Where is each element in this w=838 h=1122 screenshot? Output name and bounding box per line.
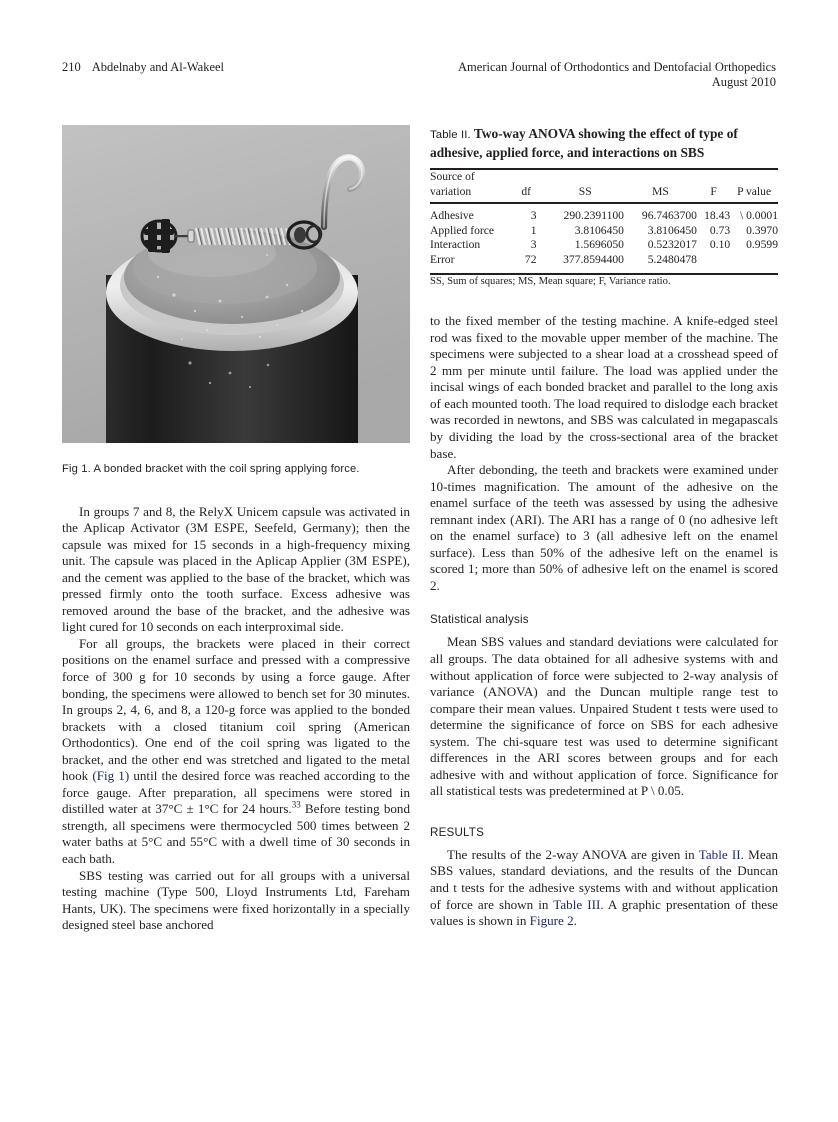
figure-1-image — [62, 125, 410, 443]
running-head-authors: Abdelnaby and Al-Wakeel — [91, 60, 225, 74]
figure-caption-label: Fig 1. — [62, 463, 91, 475]
table-row — [430, 224, 778, 239]
table-foot — [430, 274, 778, 290]
cell-ss: 1.5696050 — [574, 238, 624, 252]
cell-p-value: 0.9599 — [746, 238, 778, 252]
cell-p-value: 0.3970 — [746, 223, 778, 237]
column-header-source-line2: variation — [430, 184, 472, 198]
cell-f: 0.73 — [709, 223, 731, 237]
cell-f — [697, 253, 730, 274]
right-column — [430, 125, 778, 930]
table-caption-text: Two-way ANOVA showing the effect of type of adhesive, applied force, and interactions on SBS — [430, 126, 738, 160]
cell-df: 3 — [530, 209, 537, 223]
para-results-text-4: . — [573, 913, 577, 929]
figure-1-caption — [62, 462, 410, 478]
column-header-df: df — [521, 184, 532, 198]
paragraph-force-application — [62, 636, 410, 868]
xref-table-3[interactable]: Table III — [553, 896, 601, 912]
column-header-source — [430, 169, 506, 203]
page-number: 210 — [62, 60, 81, 74]
table-row — [430, 203, 778, 224]
para-results-text-2: . Mean SBS values, standard deviations, and the results of the Duncan and t tests for the adhesive systems with and without application of force are shown in — [430, 846, 778, 912]
anova-table — [430, 168, 778, 289]
cell-ms: 96.7463700 — [641, 209, 697, 223]
table-footnote-row — [430, 274, 778, 290]
cell-ms: 5.2480478 — [647, 252, 697, 266]
running-head — [62, 60, 776, 90]
paragraph-debonding-ari: After debonding, the teeth and brackets were examined under 10-times magnification. The amount of the adhesive on the enamel surface of the teeth was assessed by using the adhesive remnant index (ARI). The ARI has a range of 0 (no adhesive left on the enamel surface) to 3 (all adhesive left on the enamel surface). Less than 50% of the adhesive left on the enamel is scored 1; more than 50% of adhesive left on the enamel is scored 2. — [430, 462, 778, 593]
column-header-ss: SS — [578, 184, 592, 198]
reference-marker-33: 33 — [291, 799, 301, 810]
cell-f: 0.10 — [709, 238, 731, 252]
paragraph-testing-machine-continued: to the fixed member of the testing machine. A knife-edged steel rod was fixed to the movable upper member of the machine. The specimens were subjected to a shear load at a crosshead speed of 2 mm per minute until failure. The load was applied under the incisal wings of each bonded bracket and parallel to the long axis of each mounted tooth. The load required to dislodge each bracket was recorded in newtons, and SBS was calculated in megapascals by dividing the load by the cross-sectional area of the bracket base. — [430, 313, 778, 461]
column-header-p-value: P value — [737, 184, 772, 198]
journal-title: American Journal of Orthodontics and Dentofacial Orthopedics — [458, 60, 776, 74]
paragraph-sbs-testing: SBS testing was carried out for all groups with a universal testing machine (Type 500, Lloyd Instruments Ltd, Fareham Hants, UK). The specimens were fixed horizontally in a specially designed steel base anchored — [62, 867, 410, 933]
running-head-left — [62, 60, 224, 75]
cell-p-value: \ 0.0001 — [739, 209, 778, 223]
paragraph-results — [430, 847, 778, 930]
cell-source: Adhesive — [430, 209, 474, 223]
table-caption-label: Table II. — [430, 129, 471, 141]
paragraph-relyx-unicem: In groups 7 and 8, the RelyX Unicem capsule was activated in the Aplicap Activator (3M ESPE, Seefeld, Germany); then the capsule was mixed for 15 seconds in a high-frequency mixing unit. The capsule was placed in the Aplicap Applier (3M ESPE), and the cement was applied to the base of the bracket, which was pressed firmly onto the tooth surface. Excess adhesive was removed around the base of the bracket, and the adhesive was light cured for 10 seconds on each interproximal side. — [62, 503, 410, 635]
cell-source: Interaction — [430, 238, 481, 252]
cell-df: 1 — [530, 223, 537, 237]
xref-figure-2[interactable]: Figure 2 — [529, 913, 574, 929]
cell-source: Applied force — [430, 223, 495, 237]
para-force-text-1: For all groups, the brackets were placed in their correct positions on the enamel surface and pressed with a compressive force of 300 g for 10 seconds by using a force gauge. After bonding, the specimens were allowed to bench set for 30 minutes. In groups 2, 4, 6, and 8, a 120-g force was applied to the bonded brackets with a closed titanium coil spring (American Orthodontics). One end of the coil spring was ligated to the bracket, and the other end was stretched and ligated to the metal hook — [62, 635, 410, 784]
cell-df: 3 — [530, 238, 537, 252]
cell-df: 72 — [524, 252, 537, 266]
cell-ms: 3.8106450 — [647, 223, 697, 237]
heading-results: RESULTS — [430, 825, 485, 839]
xref-table-2[interactable]: Table II — [698, 846, 741, 862]
cell-ss: 377.8594400 — [563, 252, 624, 266]
para-force-text-3: Before testing bond strength, all specimens were thermocycled 500 times between 2 water baths at 5°C and 55°C with a dwell time of 30 seconds in each bath. — [62, 801, 411, 866]
issue-date: August 2010 — [711, 75, 776, 89]
column-header-source-line1: Source of — [430, 170, 475, 183]
cell-ss: 3.8106450 — [574, 223, 624, 237]
heading-statistical-analysis: Statistical analysis — [430, 613, 529, 627]
column-header-f: F — [710, 184, 717, 198]
para-results-text-3: . A graphic presentation of these values is shown in — [430, 896, 778, 929]
table-row — [430, 238, 778, 253]
xref-fig-1[interactable]: (Fig 1) — [92, 768, 130, 784]
table-row — [430, 253, 778, 274]
running-head-right — [458, 60, 776, 90]
column-header-ms: MS — [652, 184, 669, 198]
para-results-text-1: The results of the 2-way ANOVA are given in — [447, 846, 699, 862]
table-footnote: SS, Sum of squares; MS, Mean square; F, Variance ratio. — [430, 275, 671, 287]
table-header-row — [430, 169, 778, 203]
cell-ss: 290.2391100 — [563, 209, 624, 223]
cell-ms: 0.5232017 — [647, 238, 697, 252]
paragraph-statistical-analysis: Mean SBS values and standard deviations were calculated for all groups. The data obtained for all adhesive systems with and without application of force were subjected to 2-way analysis of variance (ANOVA) and the Duncan multiple range test to compare their mean values. Unpaired Student t tests were used to determine the significance of force on SBS for each adhesive system. The chi-square test was used to determine significant differences in the ARI scores between groups and for each adhesive with and without application of force. Significance for all statistical tests was predetermined at P \ 0.05. — [430, 634, 778, 799]
table-2-caption — [430, 125, 778, 161]
bracket-coil-spring-photo — [62, 125, 410, 443]
cell-p-value — [730, 253, 778, 274]
table-body — [430, 203, 778, 273]
table-head — [430, 169, 778, 203]
cell-source: Error — [430, 252, 455, 266]
left-column — [62, 125, 410, 934]
para-force-text-2: until the desired force was reached according to the force gauge. After preparation, all specimens were stored in distilled water at 37°C ± 1°C for 24 hours. — [62, 768, 410, 817]
cell-f: 18.43 — [704, 209, 731, 223]
figure-caption-text: A bonded bracket with the coil spring applying force. — [93, 463, 360, 475]
